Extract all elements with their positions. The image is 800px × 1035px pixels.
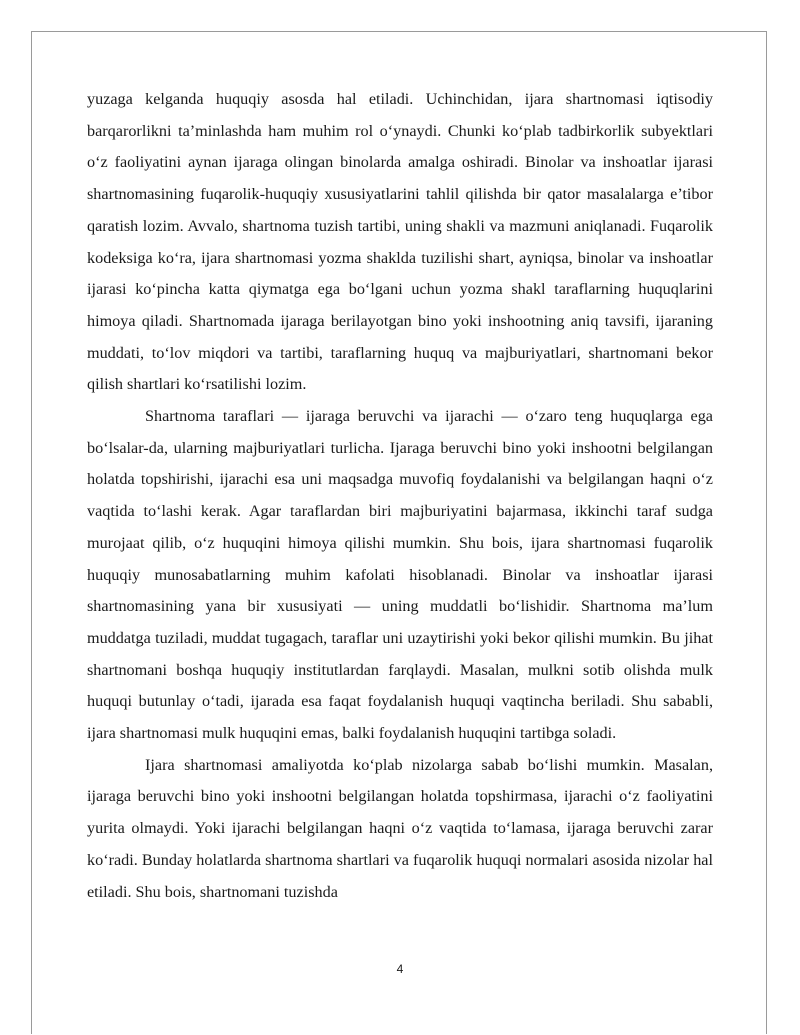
- paragraph-3: Ijara shartnomasi amaliyotda ko‘plab nizolarga sabab bo‘lishi mumkin. Masalan, ijaraga beruvchi bino yoki inshootni belgilangan holatda topshirmasa, ijarachi o‘z faoliyatini yurita olmaydi. Yoki ijarachi belgilangan haqni o‘z vaqtida to‘lamasa, ijaraga beruvchi zarar ko‘radi. Bunday holatlarda shartnoma shartlari va fuqarolik huquqi normalari asosida nizolar hal etiladi. Shu bois, shartnomani tuzishda: [87, 755, 713, 901]
- paragraph-1: yuzaga kelganda huquqiy asosda hal etiladi. Uchinchidan, ijara shartnomasi iqtisodiy barqarorlikni ta’minlashda ham muhim rol o‘ynaydi. Chunki ko‘plab tadbirkorlik subyektlari o‘z faoliyatini aynan ijaraga olingan binolarda amalga oshiradi. Binolar va inshoatlar ijarasi shartnomasining fuqarolik-huquqiy xususiyatlarini tahlil qilishda bir qator masalalarga e’tibor qaratish lozim. Avvalo, shartnoma tuzish tartibi, uning shakli va mazmuni aniqlanadi. Fuqarolik kodeksiga ko‘ra, ijara shartnomasi yozma shaklda tuzilishi shart, ayniqsa, binolar va inshoatlar ijarasi ko‘pincha katta qiymatga ega bo‘lgani uchun yozma shakl taraflarning huquqlarini himoya qiladi. Shartnomada ijaraga berilayotgan bino yoki inshootning aniq tavsifi, ijaraning muddati, to‘lov miqdori va tartibi, taraflarning huquq va majburiyatlari, shartnomani bekor qilish shartlari ko‘rsatilishi lozim.: [87, 90, 713, 394]
- paragraph-2: Shartnoma taraflari — ijaraga beruvchi va ijarachi — o‘zaro teng huquqlarga ega bo‘lsalar-da, ularning majburiyatlari turlicha. Ijaraga beruvchi bino yoki inshootni belgilangan holatda topshirishi, ijarachi esa uni maqsadga muvofiq foydalanishi va belgilangan haqni o‘z vaqtida to‘lashi kerak. Agar taraflardan biri majburiyatini bajarmasa, ikkinchi taraf sudga murojaat qilib, o‘z huquqini himoya qilishi mumkin. Shu bois, ijara shartnomasi fuqarolik huquqiy munosabatlarning muhim kafolati hisoblanadi. Binolar va inshoatlar ijarasi shartnomasining yana bir xususiyati — uning muddatli bo‘lishidir. Shartnoma ma’lum muddatga tuziladi, muddat tugagach, taraflar uni uzaytirishi yoki bekor qilishi mumkin. Bu jihat shartnomani boshqa huquqiy institutlardan farqlaydi. Masalan, mulkni sotib olishda mulk huquqi butunlay o‘tadi, ijarada esa faqat foydalanish huquqi vaqtincha beriladi. Shu sababli, ijara shartnomasi mulk huquqini emas, balki foydalanish huquqini tartibga soladi.: [87, 407, 713, 743]
- body-text: [87, 84, 713, 908]
- page-number: 4: [396, 962, 404, 976]
